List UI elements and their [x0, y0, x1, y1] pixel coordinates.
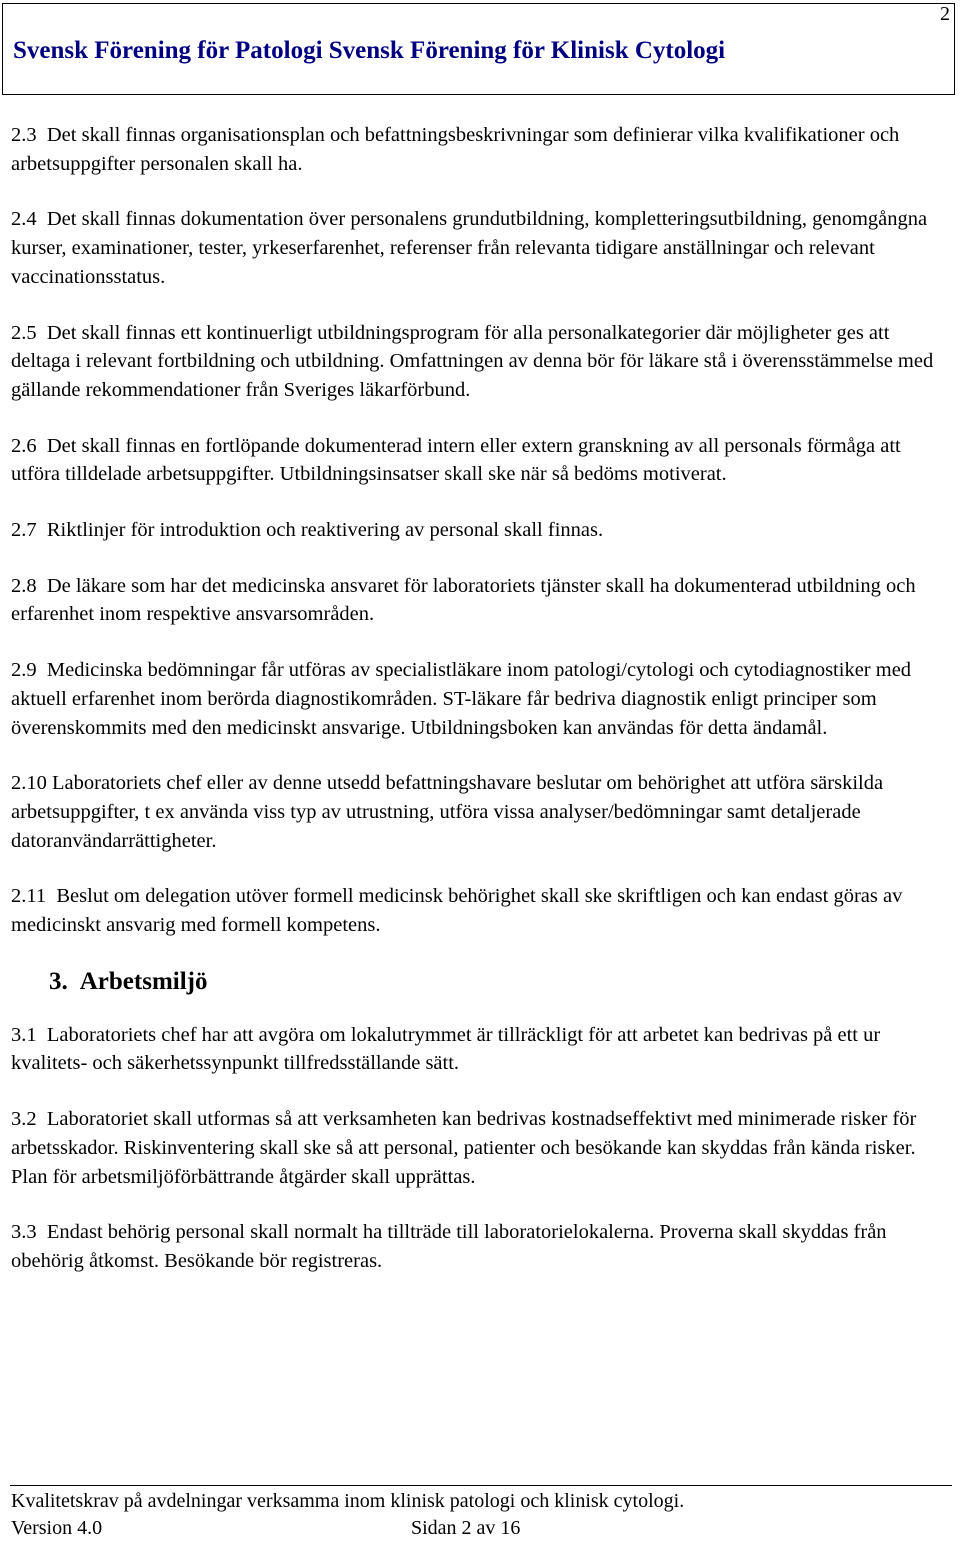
- paragraph-text: Beslut om delegation utöver formell medicinsk behörighet skall ske skriftligen och kan endast göras av medicinskt ansvarig med formell kompetens.: [11, 885, 903, 937]
- footer-version: Version 4.0: [11, 1517, 103, 1539]
- paragraph-2-5: [11, 319, 951, 405]
- paragraph-text: Det skall finnas dokumentation över personalens grundutbildning, kompletteringsutbildning, genomgångna kurser, examinationer, tester, yrkeserfarenhet, referenser från relevanta tidigare anställningar och relevant vaccinationsstatus.: [11, 208, 928, 288]
- paragraph-2-4: [11, 205, 951, 291]
- paragraph-number: 2.8: [11, 574, 37, 597]
- paragraph-number: 2.11: [11, 885, 47, 908]
- paragraph-3-1: [11, 1021, 951, 1078]
- footer-meta: [11, 1517, 521, 1540]
- paragraph-2-6: [11, 432, 951, 489]
- section-number: 3.: [49, 967, 68, 995]
- section-heading-arbetsmiljo: [49, 967, 951, 997]
- paragraph-number: 3.2: [11, 1108, 37, 1131]
- paragraph-number: 3.1: [11, 1023, 37, 1046]
- footer-title: Kvalitetskrav på avdelningar verksamma inom klinisk patologi och klinisk cytologi.: [11, 1490, 685, 1512]
- paragraph-number: 2.7: [11, 519, 37, 542]
- paragraph-text: Riktlinjer för introduktion och reaktivering av personal skall finnas.: [46, 519, 604, 542]
- paragraph-number: 2.4: [11, 208, 37, 231]
- paragraph-text: Endast behörig personal skall normalt ha tillträde till laboratorielokalerna. Proverna skall skyddas från obehörig åtkomst. Besökande bör registreras.: [11, 1221, 887, 1272]
- paragraph-number: 2.5: [11, 321, 37, 344]
- section-title: Arbetsmiljö: [79, 967, 208, 995]
- paragraph-number: 2.9: [11, 659, 37, 682]
- page-number: 2: [940, 3, 950, 25]
- paragraph-text: Det skall finnas en fortlöpande dokumenterad intern eller extern granskning av all personals förmåga att utföra tilldelade arbetsuppgifter. Utbildningsinsatser skall ske när så bedöms motiverat.: [11, 434, 901, 486]
- footer-divider: [10, 1485, 952, 1486]
- paragraph-2-10: [11, 769, 951, 855]
- paragraph-2-3: [11, 121, 951, 178]
- footer-page-of: Sidan 2 av 16: [411, 1517, 521, 1539]
- paragraph-2-7: [11, 516, 951, 545]
- paragraph-text: Det skall finnas ett kontinuerligt utbildningsprogram för alla personalkategorier där möjligheter ges att deltaga i relevant fortbildning och utbildning. Omfattningen av denna bör för läkare stå i överensstämmelse med gällande rekommendationer från Sveriges läkarförbund.: [11, 321, 934, 401]
- paragraph-number: 2.3: [11, 124, 37, 146]
- paragraph-text: Laboratoriets chef har att avgöra om lokalutrymmet är tillräckligt för att arbetet kan bedrivas på ett ur kvalitets- och säkerhetssynpunkt tillfredsställande sätt.: [11, 1023, 881, 1075]
- paragraph-text: Medicinska bedömningar får utföras av specialistläkare inom patologi/cytologi och cytodiagnostiker med aktuell erfarenhet inom berörda diagnostikområden. ST-läkare får bedriva diagnostik enligt principer som överenskommits med den medicinskt ansvarige. Utbildningsboken kan användas för detta ändamål.: [11, 659, 912, 739]
- paragraph-3-3: [11, 1218, 951, 1275]
- document-body: [11, 121, 951, 1303]
- paragraph-number: 3.3: [11, 1221, 37, 1244]
- paragraph-text: Det skall finnas organisationsplan och befattningsbeskrivningar som definierar vilka kvalifikationer och arbetsuppgifter personalen skall ha.: [11, 124, 900, 175]
- paragraph-text: De läkare som har det medicinska ansvaret för laboratoriets tjänster skall ha dokumenterad utbildning och erfarenhet inom respektive ansvarsområden.: [11, 574, 916, 626]
- paragraph-2-8: [11, 572, 951, 629]
- header-title: Svensk Förening för Patologi Svensk Förening för Klinisk Cytologi: [13, 37, 726, 64]
- paragraph-text: Laboratoriets chef eller av denne utsedd befattningshavare beslutar om behörighet att utföra särskilda arbetsuppgifter, t ex använda viss typ av utrustning, utföra vissa analyser/bedömningar samt detaljerade datoranvändarrättigheter.: [11, 772, 884, 852]
- paragraph-number: 2.6: [11, 434, 37, 457]
- paragraph-2-9: [11, 656, 951, 742]
- paragraph-3-2: [11, 1105, 951, 1191]
- paragraph-2-11: [11, 882, 951, 939]
- header-box: [2, 3, 955, 95]
- paragraph-text: Laboratoriet skall utformas så att verksamheten kan bedrivas kostnadseffektivt med minimerade risker för arbetsskador. Riskinventering skall ske så att personal, patienter och besökande kan skyddas från kända risker. Plan för arbetsmiljöförbättrande åtgärder skall upprättas.: [11, 1108, 917, 1188]
- paragraph-number: 2.10: [11, 772, 47, 795]
